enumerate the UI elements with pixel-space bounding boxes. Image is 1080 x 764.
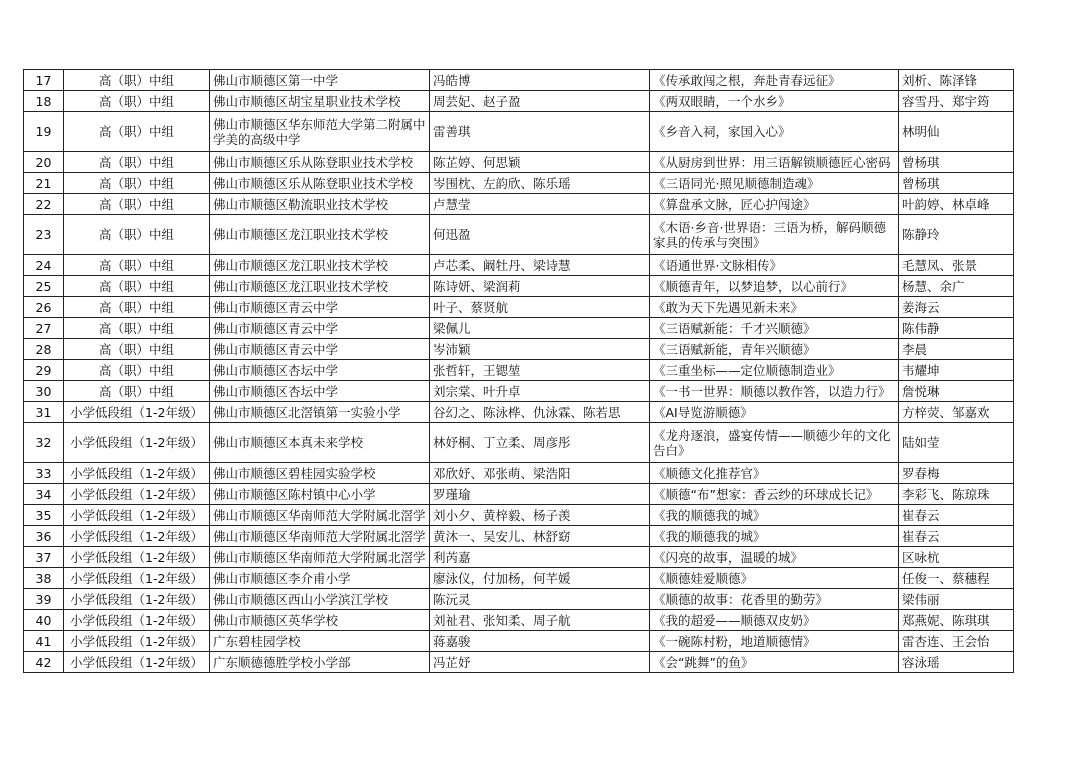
group-cell: 小学低段组（1-2年级） (64, 652, 210, 673)
teacher-cell: 曾杨琪 (899, 152, 1014, 173)
group-cell: 小学低段组（1-2年级） (64, 505, 210, 526)
students-cell: 梁佩儿 (430, 318, 650, 339)
students-cell: 岑围枕、左韵欣、陈乐瑶 (430, 173, 650, 194)
work-title-cell: 《我的顺德我的城》 (650, 505, 899, 526)
table-row (24, 276, 1014, 297)
school-cell: 佛山市顺德区第一中学 (210, 70, 430, 91)
school-cell: 佛山市顺德区李介甫小学 (210, 568, 430, 589)
table-row (24, 631, 1014, 652)
group-cell: 小学低段组（1-2年级） (64, 589, 210, 610)
school-cell: 佛山市顺德区杏坛中学 (210, 360, 430, 381)
school-cell: 佛山市顺德区青云中学 (210, 318, 430, 339)
work-title-cell: 《传承敢闯之根，奔赴青春远征》 (650, 70, 899, 91)
group-cell: 高（职）中组 (64, 173, 210, 194)
students-cell: 陈芷婷、何思颖 (430, 152, 650, 173)
group-cell: 小学低段组（1-2年级） (64, 423, 210, 463)
school-cell: 佛山市顺德区本真未来学校 (210, 423, 430, 463)
teacher-cell: 郑燕妮、陈琪琪 (899, 610, 1014, 631)
work-title-cell: 《顺德的故事：花香里的勤劳》 (650, 589, 899, 610)
teacher-cell: 罗春梅 (899, 463, 1014, 484)
row-number: 41 (24, 631, 64, 652)
school-cell: 广东顺德德胜学校小学部 (210, 652, 430, 673)
teacher-cell: 陈伟静 (899, 318, 1014, 339)
students-cell: 何迅盈 (430, 215, 650, 255)
row-number: 17 (24, 70, 64, 91)
school-cell: 佛山市顺德区乐从陈登职业技术学校 (210, 173, 430, 194)
students-cell: 卢芯柔、阚牡丹、梁诗慧 (430, 255, 650, 276)
row-number: 23 (24, 215, 64, 255)
work-title-cell: 《顺德文化推荐官》 (650, 463, 899, 484)
work-title-cell: 《算盘承文脉，匠心护闯途》 (650, 194, 899, 215)
table-row (24, 297, 1014, 318)
teacher-cell: 容雪丹、郑宇筠 (899, 91, 1014, 112)
group-cell: 小学低段组（1-2年级） (64, 631, 210, 652)
students-cell: 罗瑾瑜 (430, 484, 650, 505)
group-cell: 小学低段组（1-2年级） (64, 547, 210, 568)
group-cell: 高（职）中组 (64, 360, 210, 381)
award-list-table (23, 69, 1014, 673)
work-title-cell: 《会“跳舞”的鱼》 (650, 652, 899, 673)
students-cell: 廖泳仪，付加杨，何芊媛 (430, 568, 650, 589)
teacher-cell: 容泳瑶 (899, 652, 1014, 673)
row-number: 31 (24, 402, 64, 423)
row-number: 40 (24, 610, 64, 631)
table-row (24, 360, 1014, 381)
row-number: 27 (24, 318, 64, 339)
row-number: 39 (24, 589, 64, 610)
work-title-cell: 《一书一世界：顺德以教作答，以造力行》 (650, 381, 899, 402)
school-cell: 佛山市顺德区勒流职业技术学校 (210, 194, 430, 215)
students-cell: 周芸妃、赵子盈 (430, 91, 650, 112)
group-cell: 高（职）中组 (64, 339, 210, 360)
work-title-cell: 《两双眼睛，一个水乡》 (650, 91, 899, 112)
students-cell: 冯芷妤 (430, 652, 650, 673)
teacher-cell: 刘析、陈泽锋 (899, 70, 1014, 91)
table-row (24, 484, 1014, 505)
table-row (24, 152, 1014, 173)
table-row (24, 339, 1014, 360)
school-cell: 佛山市顺德区华南师范大学附属北滘学 (210, 547, 430, 568)
work-title-cell: 《三语赋新能，青年兴顺德》 (650, 339, 899, 360)
teacher-cell: 姜海云 (899, 297, 1014, 318)
students-cell: 陈诗妍、梁润莉 (430, 276, 650, 297)
school-cell: 广东碧桂园学校 (210, 631, 430, 652)
students-cell: 刘宗棠、叶升卓 (430, 381, 650, 402)
work-title-cell: 《乡音入祠，家国入心》 (650, 112, 899, 152)
table-row (24, 112, 1014, 152)
school-cell: 佛山市顺德区北滘镇第一实验小学 (210, 402, 430, 423)
group-cell: 小学低段组（1-2年级） (64, 402, 210, 423)
teacher-cell: 韦耀坤 (899, 360, 1014, 381)
school-cell: 佛山市顺德区英华学校 (210, 610, 430, 631)
group-cell: 高（职）中组 (64, 91, 210, 112)
table-row (24, 547, 1014, 568)
students-cell: 刘小夕、黄梓毅、杨子羡 (430, 505, 650, 526)
row-number: 42 (24, 652, 64, 673)
students-cell: 蒋嘉骏 (430, 631, 650, 652)
work-title-cell: 《顺德娃爱顺德》 (650, 568, 899, 589)
teacher-cell: 崔春云 (899, 526, 1014, 547)
row-number: 19 (24, 112, 64, 152)
students-cell: 刘祉君、张知柔、周子航 (430, 610, 650, 631)
work-title-cell: 《顺德“布”想家：香云纱的环球成长记》 (650, 484, 899, 505)
work-title-cell: 《龙舟逐浪，盛宴传情——顺德少年的文化告白》 (650, 423, 899, 463)
teacher-cell: 毛慧凤、张景 (899, 255, 1014, 276)
table-row (24, 589, 1014, 610)
row-number: 24 (24, 255, 64, 276)
students-cell: 邓欣妤、邓张萌、梁浩阳 (430, 463, 650, 484)
table-row (24, 255, 1014, 276)
teacher-cell: 陆如莹 (899, 423, 1014, 463)
school-cell: 佛山市顺德区龙江职业技术学校 (210, 276, 430, 297)
group-cell: 高（职）中组 (64, 152, 210, 173)
group-cell: 高（职）中组 (64, 194, 210, 215)
teacher-cell: 方梓荧、邹嘉欢 (899, 402, 1014, 423)
teacher-cell: 詹悦琳 (899, 381, 1014, 402)
students-cell: 黄沐一、吴安儿、林舒窈 (430, 526, 650, 547)
table-row (24, 463, 1014, 484)
teacher-cell: 杨慧、余广 (899, 276, 1014, 297)
teacher-cell: 区咏杭 (899, 547, 1014, 568)
work-title-cell: 《从厨房到世界：用三语解锁顺德匠心密码 (650, 152, 899, 173)
work-title-cell: 《闪亮的故事，温暖的城》 (650, 547, 899, 568)
work-title-cell: 《三语同光·照见顺德制造魂》 (650, 173, 899, 194)
group-cell: 高（职）中组 (64, 318, 210, 339)
group-cell: 高（职）中组 (64, 70, 210, 91)
work-title-cell: 《顺德青年，以梦追梦，以心前行》 (650, 276, 899, 297)
table-row (24, 505, 1014, 526)
work-title-cell: 《我的顺德我的城》 (650, 526, 899, 547)
table-row (24, 402, 1014, 423)
school-cell: 佛山市顺德区龙江职业技术学校 (210, 255, 430, 276)
row-number: 33 (24, 463, 64, 484)
table-row (24, 173, 1014, 194)
work-title-cell: 《一碗陈村粉，地道顺德情》 (650, 631, 899, 652)
students-cell: 雷善琪 (430, 112, 650, 152)
group-cell: 小学低段组（1-2年级） (64, 610, 210, 631)
school-cell: 佛山市顺德区青云中学 (210, 339, 430, 360)
row-number: 25 (24, 276, 64, 297)
work-title-cell: 《AI导览游顺德》 (650, 402, 899, 423)
students-cell: 岑沛颖 (430, 339, 650, 360)
teacher-cell: 李晨 (899, 339, 1014, 360)
table-row (24, 652, 1014, 673)
table-row (24, 610, 1014, 631)
row-number: 30 (24, 381, 64, 402)
students-cell: 谷幻之、陈泳桦、仇泳霖、陈若思 (430, 402, 650, 423)
students-cell: 利芮嘉 (430, 547, 650, 568)
school-cell: 佛山市顺德区陈村镇中心小学 (210, 484, 430, 505)
row-number: 18 (24, 91, 64, 112)
group-cell: 高（职）中组 (64, 255, 210, 276)
teacher-cell: 曾杨琪 (899, 173, 1014, 194)
teacher-cell: 任俊一、蔡穗程 (899, 568, 1014, 589)
row-number: 37 (24, 547, 64, 568)
table-row (24, 91, 1014, 112)
group-cell: 高（职）中组 (64, 297, 210, 318)
group-cell: 高（职）中组 (64, 215, 210, 255)
work-title-cell: 《语通世界·文脉相传》 (650, 255, 899, 276)
row-number: 34 (24, 484, 64, 505)
table-row (24, 526, 1014, 547)
table-row (24, 381, 1014, 402)
group-cell: 小学低段组（1-2年级） (64, 484, 210, 505)
work-title-cell: 《敢为天下先遇见新未来》 (650, 297, 899, 318)
teacher-cell: 林明仙 (899, 112, 1014, 152)
row-number: 29 (24, 360, 64, 381)
table-row (24, 194, 1014, 215)
row-number: 35 (24, 505, 64, 526)
row-number: 36 (24, 526, 64, 547)
row-number: 28 (24, 339, 64, 360)
school-cell: 佛山市顺德区龙江职业技术学校 (210, 215, 430, 255)
work-title-cell: 《三重坐标——定位顺德制造业》 (650, 360, 899, 381)
row-number: 22 (24, 194, 64, 215)
teacher-cell: 陈静玲 (899, 215, 1014, 255)
table-row (24, 318, 1014, 339)
students-cell: 冯皓博 (430, 70, 650, 91)
students-cell: 陈沅灵 (430, 589, 650, 610)
school-cell: 佛山市顺德区碧桂园实验学校 (210, 463, 430, 484)
teacher-cell: 梁伟丽 (899, 589, 1014, 610)
table-row (24, 568, 1014, 589)
group-cell: 小学低段组（1-2年级） (64, 568, 210, 589)
school-cell: 佛山市顺德区乐从陈登职业技术学校 (210, 152, 430, 173)
group-cell: 高（职）中组 (64, 381, 210, 402)
table-row (24, 423, 1014, 463)
school-cell: 佛山市顺德区西山小学滨江学校 (210, 589, 430, 610)
table-row (24, 215, 1014, 255)
school-cell: 佛山市顺德区杏坛中学 (210, 381, 430, 402)
group-cell: 小学低段组（1-2年级） (64, 526, 210, 547)
table-body (24, 70, 1014, 673)
students-cell: 张哲轩，王锶堃 (430, 360, 650, 381)
teacher-cell: 雷杏连、王会怡 (899, 631, 1014, 652)
work-title-cell: 《我的超爱——顺德双皮奶》 (650, 610, 899, 631)
work-title-cell: 《木语·乡音·世界语：三语为桥，解码顺德家具的传承与突围》 (650, 215, 899, 255)
group-cell: 高（职）中组 (64, 276, 210, 297)
group-cell: 小学低段组（1-2年级） (64, 463, 210, 484)
school-cell: 佛山市顺德区华南师范大学附属北滘学 (210, 505, 430, 526)
students-cell: 林妤桐、丁立柔、周彦彤 (430, 423, 650, 463)
row-number: 21 (24, 173, 64, 194)
work-title-cell: 《三语赋新能：千才兴顺德》 (650, 318, 899, 339)
students-cell: 卢慧莹 (430, 194, 650, 215)
teacher-cell: 李彩飞、陈琼珠 (899, 484, 1014, 505)
school-cell: 佛山市顺德区华南师范大学附属北滘学 (210, 526, 430, 547)
row-number: 38 (24, 568, 64, 589)
table-row (24, 70, 1014, 91)
school-cell: 佛山市顺德区青云中学 (210, 297, 430, 318)
students-cell: 叶子、蔡贤航 (430, 297, 650, 318)
row-number: 20 (24, 152, 64, 173)
school-cell: 佛山市顺德区华东师范大学第二附属中学美的高级中学 (210, 112, 430, 152)
school-cell: 佛山市顺德区胡宝星职业技术学校 (210, 91, 430, 112)
teacher-cell: 叶韵婷、林卓峰 (899, 194, 1014, 215)
row-number: 32 (24, 423, 64, 463)
row-number: 26 (24, 297, 64, 318)
group-cell: 高（职）中组 (64, 112, 210, 152)
teacher-cell: 崔春云 (899, 505, 1014, 526)
